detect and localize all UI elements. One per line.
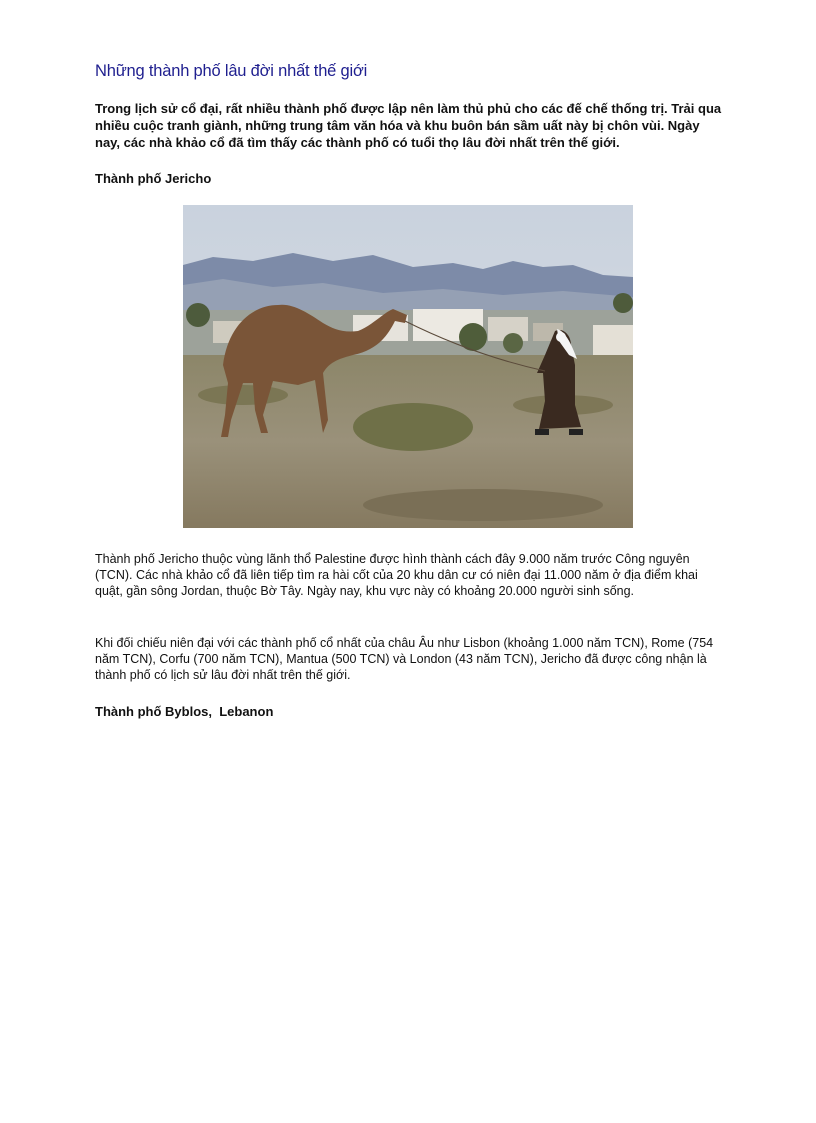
intro-paragraph: Trong lịch sử cổ đại, rất nhiều thành phố được lập nên làm thủ phủ cho các đế chế thống trị. Trải qua nhiều cuộc tranh giành, những trung tâm văn hóa và khu buôn bán sầm uất này bị chôn vùi. Ngày nay, các nhà khảo cổ đã tìm thấy các thành phố có tuổi thọ lâu đời nhất trên thế giới. <box>95 101 722 150</box>
jericho-paragraph-1: Thành phố Jericho thuộc vùng lãnh thổ Palestine được hình thành cách đây 9.000 năm trước Công nguyên (TCN). Các nhà khảo cổ đã liên tiếp tìm ra hài cốt của 20 khu dân cư có niên đại 11.000 năm ở địa điểm khai quật, gần sông Jordan, thuộc Bờ Tây. Ngày nay, khu vực này có khoảng 20.000 người sinh sống. <box>95 552 698 599</box>
document-title: Những thành phố lâu đời nhất thế giới <box>95 62 368 80</box>
section-heading-byblos: Thành phố Byblos, Lebanon <box>95 704 274 719</box>
section-heading-jericho: Thành phố Jericho <box>95 171 212 186</box>
jericho-photo <box>183 205 633 528</box>
jericho-paragraph-2: Khi đối chiếu niên đại với các thành phố cổ nhất của châu Âu như Lisbon (khoảng 1.000 năm TCN), Rome (754 năm TCN), Corfu (700 năm TCN), Mantua (500 TCN) và London (43 năm TCN), Jericho đã được công nhận là thành phố có lịch sử lâu đời nhất trên thế giới. <box>95 636 714 683</box>
